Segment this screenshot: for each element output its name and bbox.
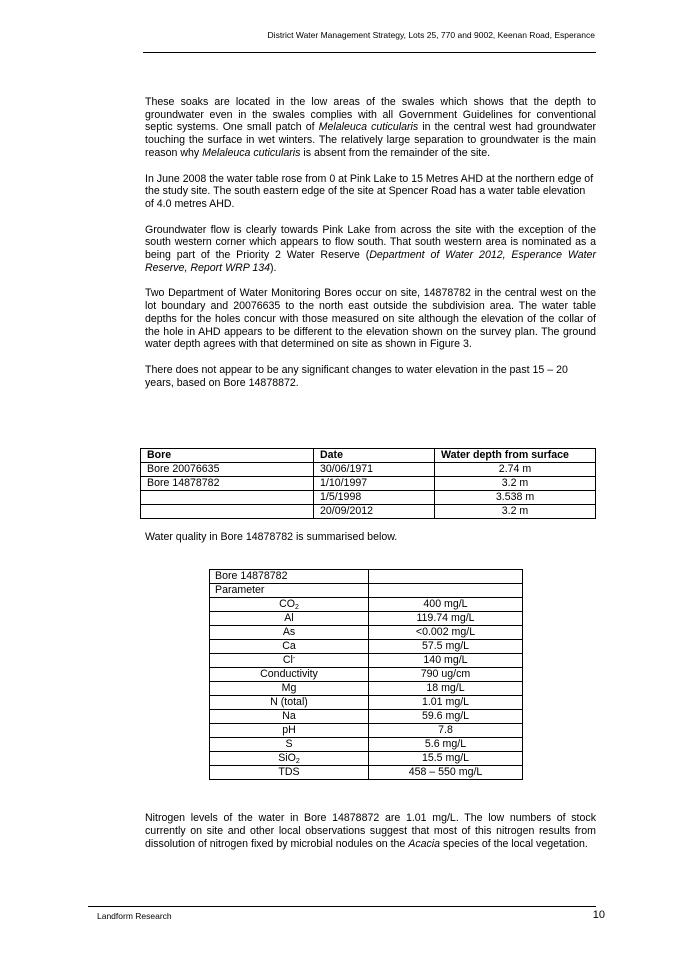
species-name: Melaleuca cuticularis: [202, 146, 301, 159]
table-cell: [369, 584, 523, 598]
table-cell: 2.74 m: [435, 463, 596, 477]
column-header: Bore: [141, 449, 314, 463]
table-row: [210, 710, 523, 724]
paragraph-soaks: [145, 96, 596, 160]
table-row: [141, 463, 596, 477]
table-row: [210, 626, 523, 640]
parameter-header: Parameter: [210, 584, 369, 598]
genus-name: Acacia: [408, 838, 441, 850]
formula-text: CO: [279, 598, 295, 610]
text-run: Groundwater flow is clearly towards Pink Lake from across the site with the exception of the south western corner which appears to flow south. That south western area is nominated as a being part of the Priority 2 Water Reserve (: [145, 223, 596, 262]
parameter-value: 119.74 mg/L: [369, 612, 523, 626]
table-header-row: [141, 449, 596, 463]
text-run: species of the local vegetation.: [440, 838, 588, 850]
table-cell: [369, 570, 523, 584]
parameter-value: 57.5 mg/L: [369, 640, 523, 654]
column-header: Water depth from surface: [435, 449, 596, 463]
formula-superscript: -: [292, 655, 296, 662]
parameter-name: Mg: [210, 682, 369, 696]
paragraph-water-table: In June 2008 the water table rose from 0 at Pink Lake to 15 Metres AHD at the northern edge of the study site. The south eastern edge of the site at Spencer Road has a water table elevation of 4.0 metres AHD.: [145, 172, 594, 210]
table-cell: 1/5/1998: [314, 491, 435, 505]
table-row: [141, 505, 596, 519]
parameter-name: As: [210, 626, 369, 640]
parameter-value: 15.5 mg/L: [369, 752, 523, 766]
parameter-value: 7.8: [369, 724, 523, 738]
parameter-name: Na: [210, 710, 369, 724]
paragraph-nitrogen: [145, 812, 596, 851]
text-run: ).: [270, 261, 277, 274]
parameter-name: TDS: [210, 766, 369, 780]
parameter-value: 18 mg/L: [369, 682, 523, 696]
table-row: [210, 752, 523, 766]
formula-subscript: 2: [294, 604, 299, 611]
formula-subscript: 2: [295, 758, 300, 765]
table-cell: 20/09/2012: [314, 505, 435, 519]
table-cell: [141, 491, 314, 505]
table-cell: 3.2 m: [435, 477, 596, 491]
table-row: [210, 682, 523, 696]
formula-text: SiO: [278, 752, 296, 764]
bore-depth-table: [140, 448, 596, 519]
table-cell: Bore 20076635: [141, 463, 314, 477]
parameter-name: Ca: [210, 640, 369, 654]
species-name: Melaleuca cuticularis: [318, 121, 419, 134]
table-row: [210, 640, 523, 654]
parameter-name: [210, 654, 369, 668]
table-row: [141, 491, 596, 505]
parameter-name: S: [210, 738, 369, 752]
parameter-name: Al: [210, 612, 369, 626]
column-header: Date: [314, 449, 435, 463]
paragraph-elevation-change: There does not appear to be any significant changes to water elevation in the past 15 – 20 years, based on Bore 14878872.: [145, 363, 568, 389]
table-row: [210, 598, 523, 612]
text-run: in the central west had groundwater touching the surface in wet winters. The relatively large separation to groundwater is the main reason why: [145, 121, 597, 159]
table-row: [210, 584, 523, 598]
text-run: Nitrogen levels of the water in Bore 14878872 are 1.01 mg/L. The low numbers of stock currently on site and other local observations suggest that most of this nitrogen results from dissolution of nitrogen fixed by microbial nodules on the: [145, 812, 596, 850]
body-text: [145, 96, 596, 402]
parameter-value: 59.6 mg/L: [369, 710, 523, 724]
water-quality-caption: Water quality in Bore 14878782 is summarised below.: [145, 531, 398, 543]
parameter-value: 400 mg/L: [369, 598, 523, 612]
water-quality-table: [209, 569, 523, 780]
table-row: [210, 570, 523, 584]
reference: Department of Water 2012, Esperance Water Reserve, Report WRP 134: [145, 249, 596, 274]
text-run: is absent from the remainder of the site.: [300, 146, 491, 159]
table-cell: 30/06/1971: [314, 463, 435, 477]
paragraph-monitoring-bores: Two Department of Water Monitoring Bores occur on site, 14878782 in the central west on the lot boundary and 20076635 to the north east outside the subdivision area. The water table depths for the holes concur with those measured on site although the elevation of the collar of the hole in AHD appears to be different to the elevation shown on the survey plan. The ground water depth agrees with that determined on site as shown in Figure 3.: [145, 287, 596, 351]
parameter-name: [210, 598, 369, 612]
table-row: [210, 612, 523, 626]
table-row: [210, 668, 523, 682]
table-row: [210, 654, 523, 668]
parameter-value: 458 – 550 mg/L: [369, 766, 523, 780]
table-cell: Bore 14878782: [141, 477, 314, 491]
table-title-cell: Bore 14878782: [210, 570, 369, 584]
parameter-value: 5.6 mg/L: [369, 738, 523, 752]
table-row: [210, 738, 523, 752]
parameter-name: pH: [210, 724, 369, 738]
footer-organisation: Landform Research: [97, 911, 172, 921]
table-cell: 3.2 m: [435, 505, 596, 519]
page-header: District Water Management Strategy, Lots 25, 770 and 9002, Keenan Road, Esperance: [267, 30, 595, 40]
table-cell: 3.538 m: [435, 491, 596, 505]
table-row: [210, 766, 523, 780]
page-number: 10: [592, 909, 605, 921]
parameter-value: 1.01 mg/L: [369, 696, 523, 710]
table-cell: 1/10/1997: [314, 477, 435, 491]
parameter-value: 790 ug/cm: [369, 668, 523, 682]
table-row: [210, 724, 523, 738]
header-divider: [143, 52, 596, 53]
footer-divider: [88, 906, 596, 907]
paragraph-groundwater-flow: [145, 224, 596, 275]
formula-text: Cl: [282, 654, 293, 666]
table-row: [141, 477, 596, 491]
table-row: [210, 696, 523, 710]
text-run: These soaks are located in the low areas of the swales which shows that the depth to groundwater even in the swales complies with all Government Guidelines for conventional septic systems. One small patch of: [145, 96, 596, 134]
parameter-name: [210, 752, 369, 766]
parameter-value: 140 mg/L: [369, 654, 523, 668]
table-cell: [141, 505, 314, 519]
parameter-name: Conductivity: [210, 668, 369, 682]
parameter-value: <0.002 mg/L: [369, 626, 523, 640]
parameter-name: N (total): [210, 696, 369, 710]
